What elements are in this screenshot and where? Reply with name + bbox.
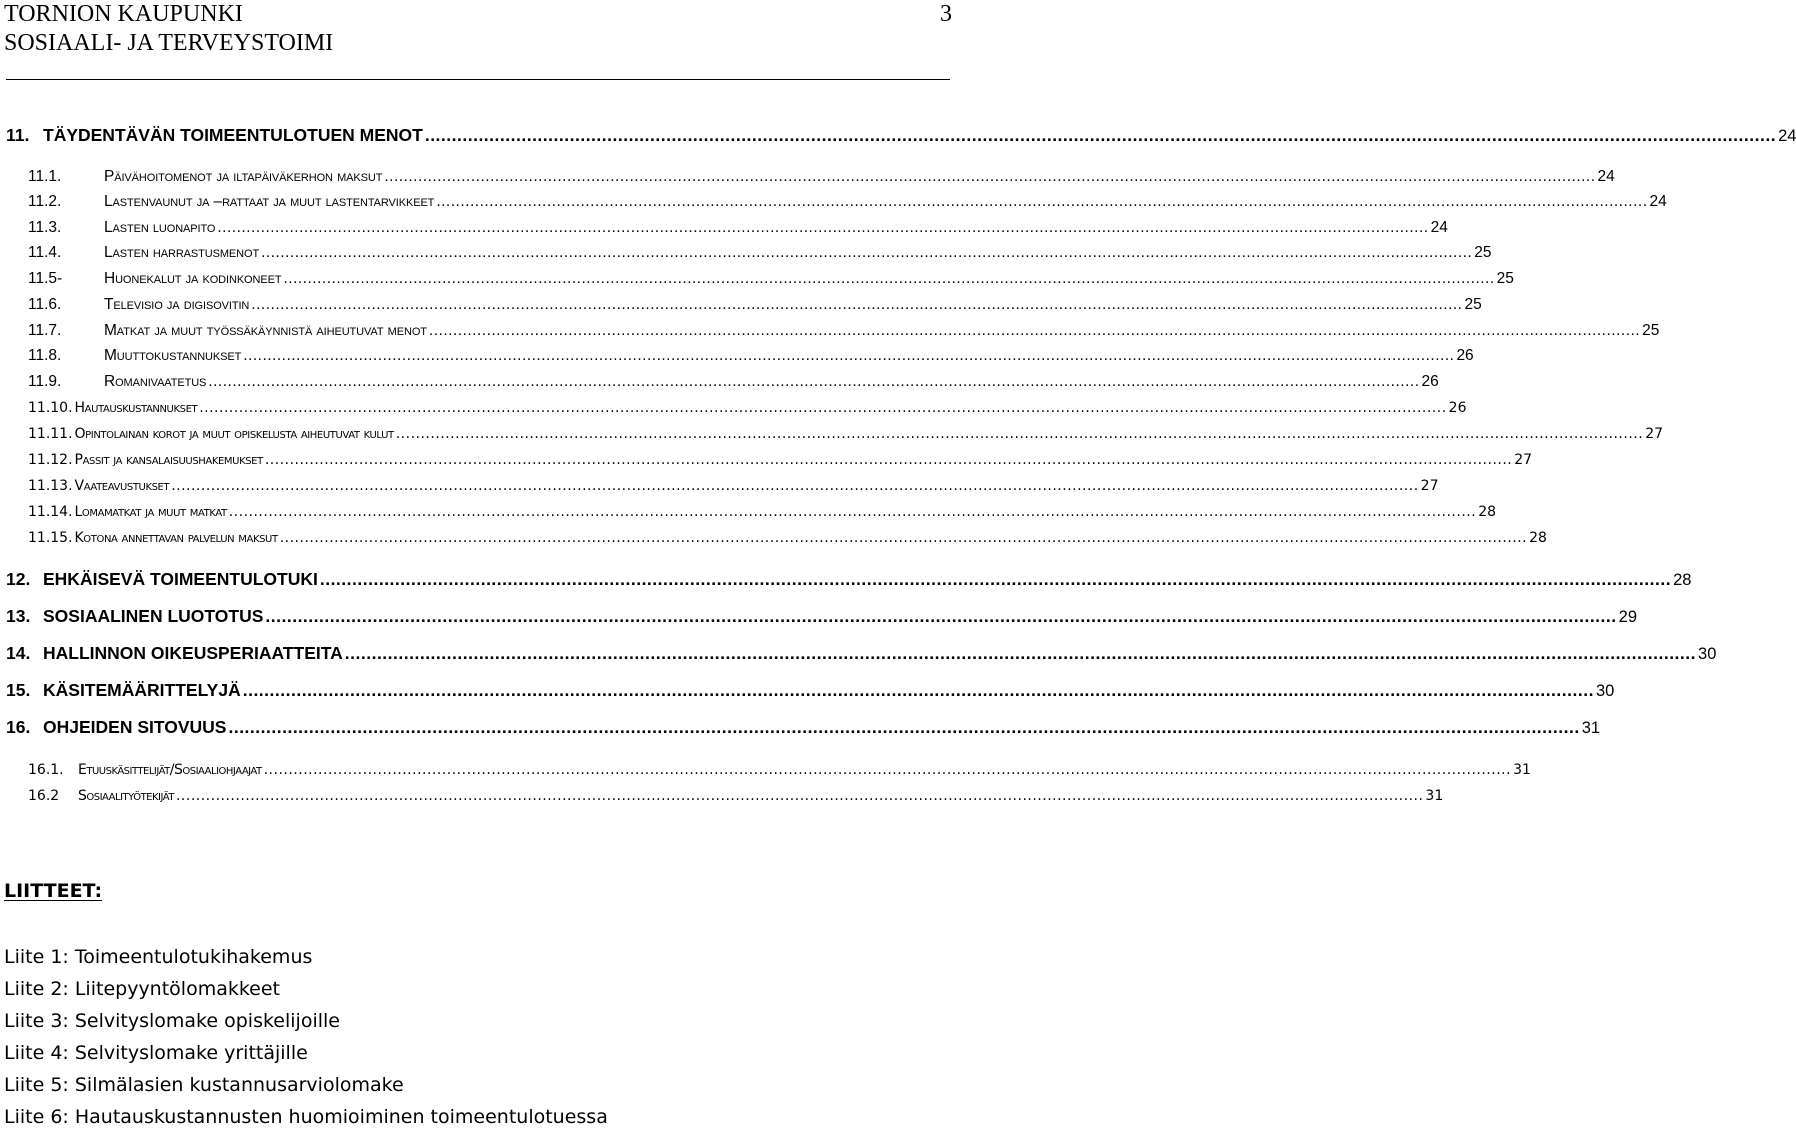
toc-entry-page: 27	[1420, 478, 1439, 494]
toc-leader-dots	[384, 168, 1595, 186]
toc-leader-dots	[265, 606, 1616, 627]
toc-leader-dots	[283, 270, 1494, 288]
toc-entry[interactable]	[0, 762, 1531, 778]
toc-entry-title: EHKÄISEVÄ TOIMEENTULOTUKI	[43, 569, 318, 589]
appendix-item: Liite 1: Toimeentulotukihakemus	[4, 946, 313, 968]
toc-entry-number: 16.1.	[28, 762, 64, 778]
toc-entry-number: 11.4.	[28, 244, 62, 261]
toc-leader-dots	[229, 504, 1476, 520]
toc-entry-number: 11.14.	[28, 504, 73, 520]
toc-entry[interactable]	[0, 788, 1444, 804]
toc-entry[interactable]	[0, 606, 1637, 627]
toc-entry-page: 29	[1618, 608, 1637, 626]
toc-entry-page: 31	[1425, 788, 1444, 804]
toc-entry-page: 27	[1645, 426, 1664, 442]
toc-entry[interactable]	[0, 296, 1482, 314]
toc-entry[interactable]	[0, 680, 1615, 701]
toc-entry-page: 25	[1474, 244, 1492, 261]
toc-entry-title: Televisio ja digisovitin	[104, 296, 250, 313]
toc-entry-number: 14.	[6, 643, 31, 663]
toc-entry-page: 27	[1514, 452, 1533, 468]
toc-entry-page: 25	[1496, 270, 1514, 287]
toc-leader-dots	[396, 426, 1643, 442]
toc-entry-title: KÄSITEMÄÄRITTELYJÄ	[43, 680, 241, 700]
toc-entry-number: 11.15.	[28, 530, 73, 546]
toc-entry[interactable]	[0, 452, 1533, 468]
header-divider	[6, 79, 950, 80]
toc-leader-dots	[345, 643, 1696, 664]
toc-leader-dots	[171, 478, 1418, 494]
toc-entry-number: 11.12.	[28, 452, 73, 468]
toc-entry-page: 31	[1513, 762, 1531, 778]
appendix-item: Liite 6: Hautauskustannusten huomioiminen toimeentulotuessa	[4, 1106, 608, 1128]
toc-entry-title: HALLINNON OIKEUSPERIAATTEITA	[43, 643, 343, 663]
toc-entry-number: 11.6.	[28, 296, 62, 313]
toc-leader-dots	[320, 569, 1671, 590]
toc-entry-page: 30	[1595, 682, 1615, 700]
toc-entry-number: 11.2.	[28, 193, 62, 210]
toc-entry-page: 28	[1673, 571, 1692, 589]
toc-entry-number: 11.3.	[28, 219, 62, 236]
toc-entry[interactable]	[0, 373, 1439, 391]
toc-entry-page: 31	[1581, 719, 1601, 737]
toc-leader-dots	[280, 530, 1527, 546]
toc-entry-number: 16.2	[28, 788, 60, 804]
toc-entry-title: SOSIAALINEN LUOTOTUS	[43, 606, 264, 626]
toc-entry[interactable]	[0, 270, 1514, 288]
toc-entry-page: 25	[1642, 322, 1660, 339]
header-department: SOSIAALI- JA TERVEYSTOIMI	[4, 30, 334, 56]
toc-entry[interactable]	[0, 569, 1692, 590]
toc-entry[interactable]	[0, 717, 1601, 738]
toc-entry[interactable]	[0, 322, 1660, 340]
toc-entry-title: Lomamatkat ja muut matkat	[74, 504, 227, 520]
toc-leader-dots	[261, 244, 1472, 262]
page-number: 3	[940, 1, 952, 27]
toc-entry[interactable]	[0, 478, 1439, 494]
toc-entry-page: 28	[1478, 504, 1497, 520]
appendix-item: Liite 4: Selvityslomake yrittäjille	[4, 1042, 308, 1064]
toc-entry-page: 24	[1649, 193, 1667, 210]
toc-entry[interactable]	[0, 193, 1667, 211]
toc-leader-dots	[243, 347, 1454, 365]
appendix-heading: LIITTEET:	[4, 880, 103, 902]
toc-leader-dots	[251, 296, 1462, 314]
toc-entry[interactable]	[0, 125, 1796, 146]
toc-entry-title: OHJEIDEN SITOVUUS	[43, 717, 227, 737]
toc-entry-number: 11.13.	[28, 478, 73, 494]
toc-entry[interactable]	[0, 244, 1492, 262]
toc-entry-number: 11.9.	[28, 373, 62, 390]
toc-entry-page: 26	[1448, 400, 1467, 416]
toc-entry-number: 11.5-	[28, 270, 63, 287]
toc-entry-page: 30	[1698, 645, 1717, 663]
toc-leader-dots	[264, 762, 1511, 778]
toc-entry-title: Sosiaalityötekijät	[78, 788, 174, 804]
toc-leader-dots	[208, 373, 1419, 391]
toc-entry-page: 26	[1456, 347, 1474, 364]
toc-entry[interactable]	[0, 426, 1664, 442]
toc-entry-number: 16.	[6, 717, 31, 737]
toc-entry[interactable]	[0, 168, 1615, 186]
toc-leader-dots	[436, 193, 1647, 211]
toc-entry[interactable]	[0, 643, 1717, 664]
appendix-item: Liite 2: Liitepyyntölomakkeet	[4, 978, 281, 1000]
toc-entry[interactable]	[0, 347, 1474, 365]
toc-entry-title: Hautauskustannukset	[74, 400, 198, 416]
toc-entry-title: Etuuskäsittelijät/Sosiaaliohjaajat	[78, 762, 262, 778]
toc-entry-title: Matkat ja muut työssäkäynnistä aiheutuvat menot	[104, 322, 427, 339]
toc-entry-title: Vaateavustukset	[74, 478, 170, 494]
toc-entry-title: Huonekalut ja kodinkoneet	[104, 270, 282, 287]
toc-entry-number: 11.11.	[28, 426, 73, 442]
toc-entry[interactable]	[0, 219, 1448, 237]
appendix-item: Liite 3: Selvityslomake opiskelijoille	[4, 1010, 340, 1032]
toc-leader-dots	[228, 717, 1579, 738]
toc-entry-title: Lastenvaunut ja –rattaat ja muut lastentarvikkeet	[104, 193, 435, 210]
toc-entry-title: Kotona annettavan palvelun maksut	[74, 530, 278, 546]
toc-leader-dots	[199, 400, 1446, 416]
appendix-item: Liite 5: Silmälasien kustannusarviolomake	[4, 1074, 404, 1096]
toc-entry-number: 15.	[6, 680, 31, 700]
toc-entry-number: 12.	[6, 569, 31, 589]
toc-entry[interactable]	[0, 530, 1547, 546]
toc-entry-title: Lasten harrastusmenot	[104, 244, 260, 261]
toc-entry-page: 26	[1421, 373, 1439, 390]
toc-entry-number: 11.	[6, 125, 30, 145]
toc-entry-title: Päivähoitomenot ja iltapäiväkerhon maksut	[104, 168, 383, 185]
toc-entry-number: 11.8.	[28, 347, 62, 364]
toc-entry-page: 25	[1464, 296, 1482, 313]
toc-entry-page: 24	[1778, 127, 1796, 145]
toc-entry-title: Opintolainan korot ja muut opiskelusta aiheutuvat kulut	[74, 426, 394, 442]
toc-entry-page: 28	[1529, 530, 1547, 546]
toc-leader-dots	[176, 788, 1423, 804]
toc-leader-dots	[265, 452, 1512, 468]
toc-entry-title: Romanivaatetus	[104, 373, 207, 390]
toc-entry-number: 13.	[6, 606, 31, 626]
toc-entry-title: TÄYDENTÄVÄN TOIMEENTULOTUEN MENOT	[43, 125, 423, 145]
toc-leader-dots	[429, 322, 1640, 340]
toc-entry-number: 11.1.	[28, 168, 62, 185]
toc-leader-dots	[425, 125, 1776, 146]
header-organization: TORNION KAUPUNKI	[4, 1, 243, 27]
toc-entry[interactable]	[0, 400, 1467, 416]
toc-entry[interactable]	[0, 504, 1497, 520]
toc-entry-page: 24	[1597, 168, 1615, 185]
toc-entry-title: Muuttokustannukset	[104, 347, 242, 364]
toc-leader-dots	[243, 680, 1594, 701]
toc-leader-dots	[217, 219, 1428, 237]
toc-entry-title: Lasten luonapito	[104, 219, 216, 236]
page-header	[4, 0, 956, 58]
toc-entry-page: 24	[1430, 219, 1448, 236]
toc-entry-number: 11.10.	[28, 400, 73, 416]
toc-entry-number: 11.7.	[28, 322, 62, 339]
toc-entry-title: Passit ja kansalaisuushakemukset	[74, 452, 263, 468]
